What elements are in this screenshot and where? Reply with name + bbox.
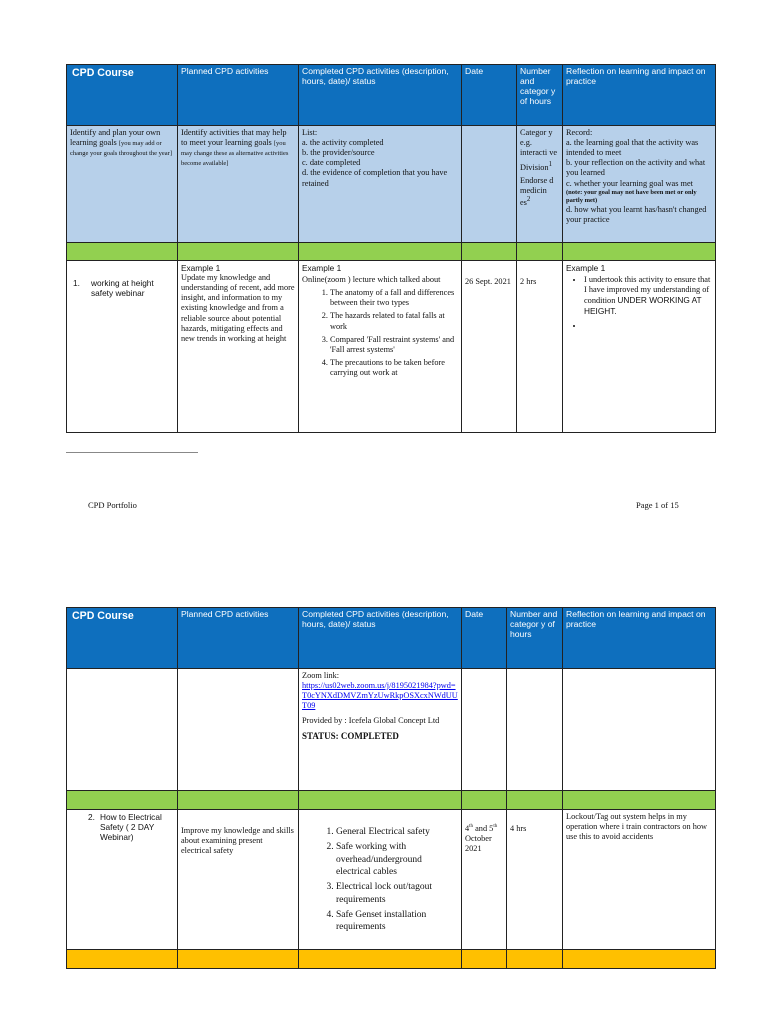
header-reflection: Reflection on learning and impact on practice [563, 65, 716, 126]
guide-record-label: Record: [566, 128, 593, 137]
list-item-empty [584, 321, 712, 331]
row2-date: 4th and 5th October 2021 [462, 810, 507, 950]
header-hours: Number and categor y of hours [517, 65, 563, 126]
row2-planned: Improve my knowledge and skills about examining present electrical safety [178, 810, 299, 950]
guide-hours-endorsed: Endorse d medicin $es^2$ [520, 176, 554, 208]
footer-left: CPD Portfolio [88, 500, 137, 510]
guide-hours [517, 126, 563, 243]
row2-course-num: 2. [88, 812, 95, 822]
zoom-label: Zoom link: [302, 671, 340, 680]
table-row [67, 810, 716, 950]
list-item: 4. Safe Genset installation requirements [336, 909, 458, 934]
row1-reflection-example: Example 1 [566, 263, 606, 273]
row1-course-text: working at height safety webinar [91, 278, 154, 299]
guide-course-note: [you may add or change your goals throughout the year] [70, 140, 172, 158]
guide-record-item: a. the learning goal that the activity was intended to meet [566, 138, 699, 158]
separator-row [67, 791, 716, 810]
header-row [67, 608, 716, 669]
guide-list-item: b. the provider/source [302, 148, 375, 158]
header-hours: Number and categor y of hours [507, 608, 563, 669]
row2-reflection: Lockout/Tag out system helps in my operation where i train contractors on how use this to avoid accidents [563, 810, 716, 950]
guide-course [67, 126, 178, 243]
guide-record-item: c. whether your learning goal was met [566, 178, 693, 188]
list-item: 3. Compared 'Fall restraint systems' and 'Fall arrest systems' [330, 335, 458, 355]
header-date: Date [462, 65, 517, 126]
guide-list-item: d. the evidence of completion that you have retained [302, 168, 448, 188]
row2-list [302, 826, 458, 934]
guide-hours-category: Categor y e.g. interacti ve [520, 128, 558, 158]
cpd-table-page-1 [66, 64, 716, 433]
row1-planned-example: Example 1 [181, 263, 221, 273]
list-item: 4. The precautions to be taken before carrying out work at [330, 358, 458, 378]
list-item: 2. The hazards related to fatal falls at work [330, 311, 458, 331]
row1-completed-list [302, 288, 458, 378]
zoom-link[interactable]: https://us02web.zoom.us/j/8195021984?pwd=T0cYNXdDMVZmYzUwRkpOSXcxNWdUUT09 [302, 681, 458, 711]
guide-record-item: b. your reflection on the activity and what you learned [566, 158, 706, 178]
row1-course-num: 1. [73, 278, 80, 288]
header-planned: Planned CPD activities [178, 608, 299, 669]
guide-reflection [563, 126, 716, 243]
guide-planned-note: [you may change these as alternative activities become available] [181, 140, 289, 168]
highlight-row [67, 950, 716, 969]
row1-completed-example: Example 1 [302, 263, 342, 273]
list-item: 2. Safe working with overhead/underground electrical cables [336, 841, 458, 878]
guide-list-item: a. the activity completed [302, 138, 384, 148]
row1-completed-intro: Online(zoom ) lecture which talked about [302, 275, 441, 285]
guide-hours-division: Division$^1$ [520, 161, 553, 173]
header-completed: Completed CPD activities (description, hours, date)/ status [299, 65, 462, 126]
header-planned: Planned CPD activities [178, 65, 299, 126]
guide-completed [299, 126, 462, 243]
row1-planned [178, 261, 299, 433]
header-completed: Completed CPD activities (description, hours, date)/ status [299, 608, 462, 669]
footer-right: Page 1 of 15 [636, 500, 679, 510]
guidance-row [67, 126, 716, 243]
list-item: • I undertook this activity to ensure that I have improved my understanding of condition UNDER WORKING AT HEIGHT. [584, 275, 712, 317]
header-course: CPD Course [67, 65, 178, 126]
row1b-completed [299, 669, 462, 791]
header-reflection: Reflection on learning and impact on practice [563, 608, 716, 669]
guide-course-main: Identify and plan your own learning goals [70, 128, 161, 148]
footnote-rule [66, 452, 198, 453]
row2-completed [299, 810, 462, 950]
list-item: 3. Electrical lock out/tagout requirements [336, 881, 458, 906]
provider-text: Provided by : Icefela Global Concept Ltd [302, 716, 440, 726]
guide-list-item: c. date completed [302, 158, 361, 168]
row1-reflection [563, 261, 716, 433]
row1-reflection-list [566, 275, 712, 331]
table-row [67, 669, 716, 791]
row1-course [67, 261, 178, 433]
row1-date: 26 Sept. 2021 [462, 261, 517, 433]
guide-date [462, 126, 517, 243]
row2-course-text: How to Electrical Safety ( 2 DAY Webinar) [100, 812, 162, 843]
header-date: Date [462, 608, 507, 669]
list-item: 1. General Electrical safety [336, 826, 458, 838]
guide-record-item: d. how what you learnt has/hasn't changed your practice [566, 204, 707, 224]
status-text: STATUS: COMPLETED [302, 730, 399, 741]
row1-hours: 2 hrs [517, 261, 563, 433]
guide-list-label: List: [302, 128, 318, 137]
header-row [67, 65, 716, 126]
header-course: CPD Course [67, 608, 178, 669]
list-item: 1. The anatomy of a fall and differences between their two types [330, 288, 458, 308]
cpd-table-page-2 [66, 607, 716, 969]
row1-completed [299, 261, 462, 433]
row2-course [67, 810, 178, 950]
separator-row [67, 243, 716, 261]
table-row [67, 261, 716, 433]
guide-record-note: (note: your goal may not have been met or only partly met) [566, 188, 697, 204]
guide-planned [178, 126, 299, 243]
guide-planned-main: Identify activities that may help to meet your learning goals [181, 128, 287, 148]
row1-planned-text: Update my knowledge and understanding of recent, add more insight, and information to my existing knowledge and from a reliable source about potential hazards, mitigating effects and new trends in working at height [181, 273, 295, 343]
row2-hours: 4 hrs [507, 810, 563, 950]
